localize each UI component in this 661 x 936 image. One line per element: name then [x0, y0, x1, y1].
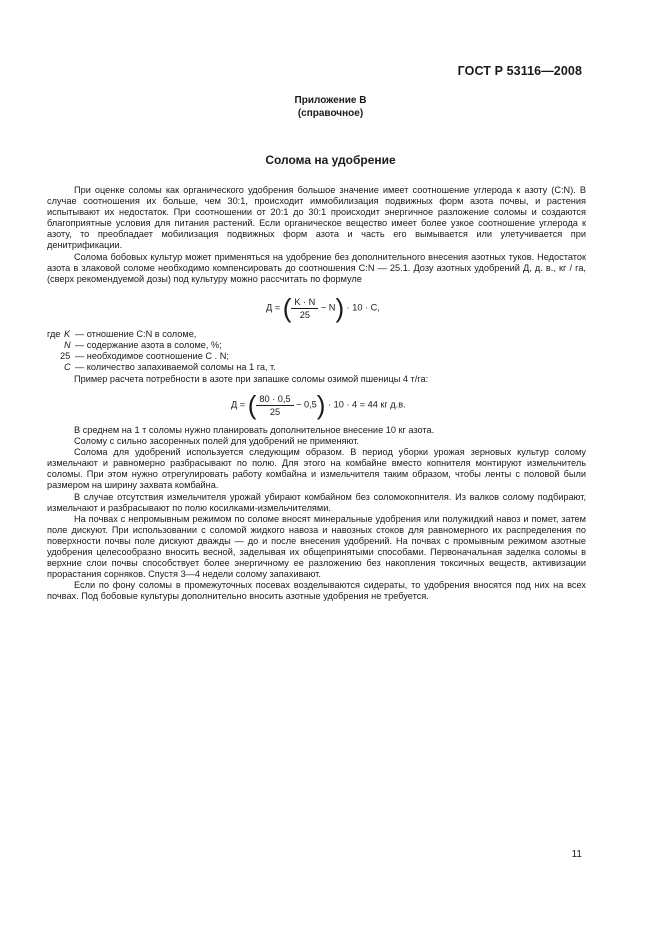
right-paren: ) [316, 390, 326, 420]
page-number: 11 [571, 849, 582, 860]
formula-subtract: − N [320, 302, 336, 313]
standard-header: ГОСТ Р 53116—2008 [457, 64, 582, 78]
formula-subtract: − 0,5 [296, 399, 317, 410]
definition-row [47, 340, 586, 351]
formula-dose [266, 295, 380, 321]
paragraph: Солому с сильно засоренных полей для удобрений не применяют. [74, 436, 359, 447]
formula-definitions [47, 329, 586, 373]
left-paren: ( [282, 293, 292, 323]
appendix-label: Приложение В [294, 95, 367, 106]
definition-symbol: C [64, 362, 71, 373]
definition-text: — количество запахиваемой соломы на 1 га, т. [75, 362, 276, 373]
paragraph: Солома бобовых культур может применяться на удобрение без дополнительного внесения азотных туков. Недостаток азота в злаковой соломе необходимо компенсировать до соотношения C:N — 25.1. Дозу азотных удобрений Д, д. в., кг / га, (сверх рекомендуемой дозы) под культуру можно рассчитать по формуле [47, 251, 586, 284]
formula-rhs: · 10 · 4 = 44 кг д.в. [328, 399, 406, 410]
definition-row [47, 329, 586, 340]
fraction-denominator: 25 [299, 309, 310, 320]
definition-text: — содержание азота в соломе, %; [75, 340, 222, 351]
fraction-numerator: 80 · 0,5 [256, 394, 293, 406]
left-paren: ( [247, 390, 257, 420]
formula-example [231, 392, 406, 418]
example-intro: Пример расчета потребности в азоте при запашке соломы озимой пшеницы 4 т/га: [74, 374, 429, 384]
main-text [47, 425, 586, 603]
definition-row [47, 362, 586, 373]
example-intro-block [47, 374, 586, 385]
definition-prefix: где [47, 329, 61, 339]
paragraph: В случае отсутствия измельчителя урожай убирают комбайном без соломокопнителя. Из валков солому подбирают, измельчают и разбрасывают по полю косилками-измельчителями. [47, 491, 586, 513]
intro-text [47, 185, 586, 285]
definition-symbol: K [64, 329, 71, 339]
fraction-denominator: 25 [269, 406, 281, 417]
paragraph: Если по фону соломы в промежуточных посевах возделываются сидераты, то удобрения вносятся под них на всех почвах. Под бобовые культуры дополнительно вносить азотные удобрения не требуется. [47, 580, 586, 602]
definition-row [47, 351, 586, 362]
section-title: Солома на удобрение [265, 153, 396, 167]
formula-lhs: Д = [231, 399, 246, 410]
definition-text: — отношение C:N в соломе, [75, 329, 197, 339]
paragraph: В среднем на 1 т соломы нужно планировать дополнительное внесение 10 кг азота. [74, 425, 435, 435]
fraction [256, 394, 293, 417]
paragraph: На почвах с непромывным режимом по соломе вносят минеральные удобрения или полужидкий навоз и помет, затем поле дискуют. При использовании с соломой жидкого навоза и навозных стоков для равномерного их распределения по поверхности почвы поле дискуют дважды — до и после внесения удобрений. На почвах с промывным режимом азотные удобрения целесообразно вносить весной, заделывая их общепринятыми способами. Первоначальная заделка соломы в верхние слои почвы способствует более энергичному ее разложению без накопления токсичных веществ, активизации прорастания сорняков. Спустя 3—4 недели солому запахивают. [47, 513, 586, 580]
definition-symbol: N [64, 340, 71, 351]
formula-rhs: · 10 · C, [346, 302, 380, 313]
right-paren: ) [335, 293, 345, 323]
formula-lhs: Д = [266, 302, 281, 313]
appendix-type: (справочное) [297, 108, 364, 119]
fraction [291, 297, 318, 320]
definition-symbol: 25 [60, 351, 71, 362]
fraction-numerator: K · N [291, 297, 318, 309]
paragraph: Солома для удобрений используется следующим образом. В период уборки урожая зерновых культур солому измельчают и равномерно разбрасывают по полю. Для этого на комбайне вместо копнителя монтируют измельчитель соломы. При этом нужно отрегулировать работу комбайна и измельчителя таким образом, чтобы ленты с половой были размером на ширину захвата комбайна. [47, 447, 586, 491]
definition-text: — необходимое соотношение C . N; [75, 351, 229, 362]
paragraph: При оценке соломы как органического удобрения большое значение имеет соотношение углерода к азоту (C:N). В случае соотношения их больше, чем 30:1, происходит иммобилизация подвижных форм азота почвы, и растения испытывают их недостаток. При соотношении от 20:1 до 30:1 происходит энергичное разложение соломы и создаются благоприятные условия для питания растений. Если органическое вещество имеет более узкое соотношение углерода к азоту, то преобладает мобилизация подвижных форм азота и часть его вымывается или улетучивается при денитрификации. [47, 185, 586, 251]
